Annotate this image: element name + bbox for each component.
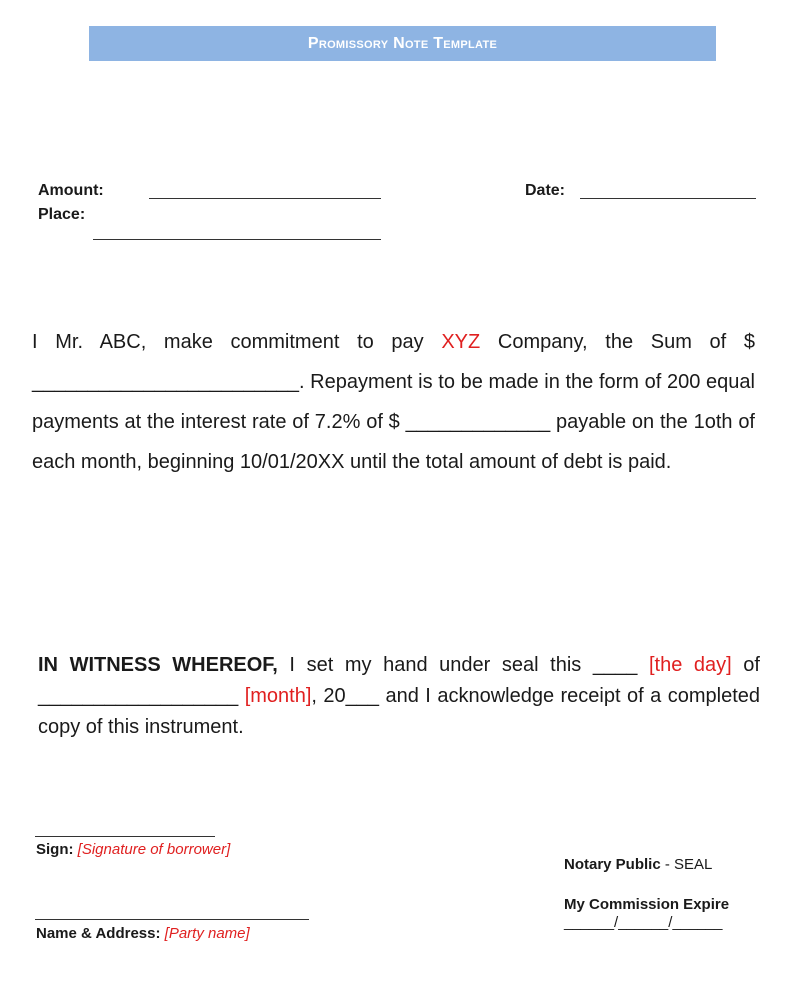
notary-row xyxy=(564,856,712,873)
witness-text-1: I set my hand under seal this ____ xyxy=(277,654,649,676)
notary-public-label: Notary Public xyxy=(564,856,661,873)
commitment-paragraph xyxy=(32,322,755,482)
party-name-placeholder: [Party name] xyxy=(164,925,250,942)
witness-heading: IN WITNESS WHEREOF, xyxy=(38,654,278,676)
commitment-text-start: I Mr. ABC, make commitment to pay xyxy=(32,331,442,353)
place-field-line[interactable] xyxy=(93,239,381,240)
borrower-signature-placeholder: [Signature of borrower] xyxy=(77,841,231,858)
amount-field-line[interactable] xyxy=(149,198,381,199)
name-address-label: Name & Address: xyxy=(36,925,161,942)
name-address-row xyxy=(36,925,250,942)
date-label: Date: xyxy=(525,182,566,199)
name-address-line[interactable] xyxy=(35,919,309,920)
sign-row xyxy=(36,841,230,858)
commitment-text-rest: Company, the Sum of $ ________________________. Repayment is to be made in the form of 200 equal payments at the interest rate of 7.2% of $ _____________ payable on the 1oth of each month, beginning 10/01/20XX until the total amount of debt is paid. xyxy=(32,331,755,473)
notary-seal-text: - SEAL xyxy=(660,856,713,873)
commission-row xyxy=(564,896,729,913)
sign-label: Sign: xyxy=(36,841,74,858)
place-label: Place: xyxy=(38,206,86,223)
witness-text-3: , 20___ and I acknowledge receipt of a completed copy of this instrument. xyxy=(38,685,761,738)
witness-text-2: of __________________ xyxy=(38,654,760,707)
document-title-banner xyxy=(89,26,716,61)
witness-paragraph xyxy=(38,650,760,743)
document-title: Promissory Note Template xyxy=(307,34,498,52)
company-placeholder: XYZ xyxy=(441,331,481,353)
day-placeholder: [the day] xyxy=(648,654,732,676)
signature-line[interactable] xyxy=(35,836,215,837)
commission-expire-label: My Commission Expire xyxy=(564,896,730,913)
amount-label: Amount: xyxy=(38,182,104,199)
month-placeholder: [month] xyxy=(244,685,312,707)
date-field-line[interactable] xyxy=(580,198,756,199)
commission-date-blank[interactable]: ______/______/______ xyxy=(564,914,723,931)
